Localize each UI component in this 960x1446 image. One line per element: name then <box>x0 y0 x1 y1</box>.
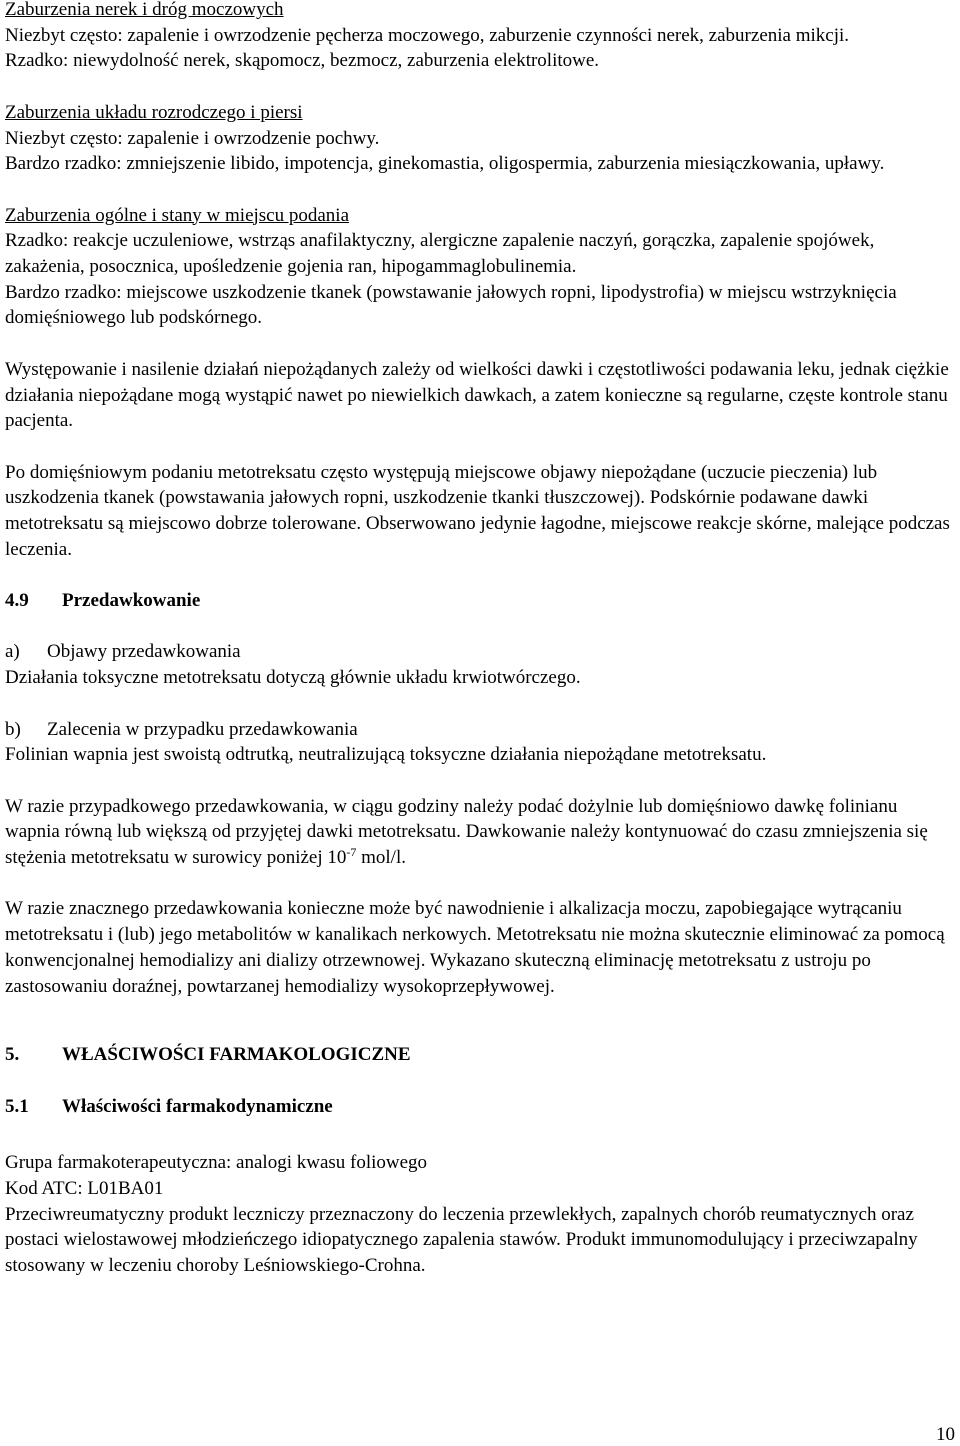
section-5-1-title: Właściwości farmakodynamiczne <box>62 1095 333 1117</box>
section-4-9-heading <box>5 588 955 614</box>
atc-code: Kod ATC: L01BA01 <box>5 1178 164 1200</box>
general-heading: Zaburzenia ogólne i stany w miejscu podania <box>5 204 350 226</box>
folinate-text: W razie przypadkowego przedawkowania, w ciągu godziny należy podać dożylnie lub domięśniowo dawkę folinianu wapnia równą lub większą od przyjętej dawki metotreksatu. Dawkowanie należy kontynuować do czasu zmniejszenia się stężenia metotreksatu w surowicy poniżej 10 <box>5 795 928 869</box>
pharmacotherapeutic-group: Grupa farmakoterapeutyczna: analogi kwasu foliowego <box>5 1152 428 1174</box>
reproductive-heading: Zaburzenia układu rozrodczego i piersi <box>5 101 303 123</box>
overdose-b-heading <box>5 717 955 743</box>
section-5-title: WŁAŚCIWOŚCI FARMAKOLOGICZNE <box>62 1044 411 1066</box>
overdose-b-label: b) <box>5 718 21 740</box>
im-paragraph: Po domięśniowym podaniu metotreksatu często występują miejscowe objawy niepożądane (uczucie pieczenia) lub uszkodzenia tkanek (powstawania jałowych ropni, uszkodzenie tkanki tłuszczowej). Podskórnie podawane dawki metotreksatu są miejscowo dobrze tolerowane. Obserwowano jedynie łagodne, miejscowe reakcje skórne, malejące podczas leczenia. <box>5 461 950 560</box>
document-page <box>5 0 955 1279</box>
section-5-1-number: 5.1 <box>5 1095 29 1117</box>
reproductive-very-rare: Bardzo rzadko: zmniejszenie libido, impotencja, ginekomastia, oligospermia, zaburzenia miesiączkowania, upławy. <box>5 153 885 175</box>
overdose-a-heading <box>5 639 955 665</box>
kidney-rare: Rzadko: niewydolność nerek, skąpomocz, bezmocz, zaburzenia elektrolitowe. <box>5 50 600 72</box>
overdose-a-text: Działania toksyczne metotreksatu dotyczą głównie układu krwiotwórczego. <box>5 667 581 689</box>
folinate-exponent: -7 <box>346 845 357 860</box>
overdose-b-text: Folinian wapnia jest swoistą odtrutką, neutralizującą toksyczne działania niepożądane metotreksatu. <box>5 744 767 766</box>
section-4-9-title: Przedawkowanie <box>62 590 201 612</box>
overdose-a-label: a) <box>5 641 20 663</box>
reproductive-uncommon: Niezbyt często: zapalenie i owrzodzenie pochwy. <box>5 127 380 149</box>
general-very-rare: Bardzo rzadko: miejscowe uszkodzenie tkanek (powstawanie jałowych ropni, lipodystrofia) w miejscu wstrzyknięcia domięśniowego lub podskórnego. <box>5 281 897 329</box>
kidney-uncommon: Niezbyt często: zapalenie i owrzodzenie pęcherza moczowego, zaburzenie czynności nerek, zaburzenia mikcji. <box>5 24 850 46</box>
section-4-9-number: 4.9 <box>5 590 29 612</box>
section-5-1-heading <box>5 1094 955 1120</box>
section-5-heading <box>5 1042 955 1068</box>
kidney-heading: Zaburzenia nerek i dróg moczowych <box>5 0 284 20</box>
page-number: 10 <box>936 1424 955 1445</box>
overdose-b-title: Zalecenia w przypadku przedawkowania <box>47 718 358 740</box>
hydration-paragraph: W razie znacznego przedawkowania konieczne może być nawodnienie i alkalizacja moczu, zapobiegające wytrącaniu metotreksatu i (lub) jego metabolitów w kanalikach nerkowych. Metotreksatu nie można skutecznie eliminować za pomocą konwencjonalnej hemodializy ani dializy otrzewnowej. Wykazano skuteczną eliminację metotreksatu z ustroju po zastosowaniu doraźnej, powtarzanej hemodializy wysokoprzepływowej. <box>5 898 945 997</box>
general-rare: Rzadko: reakcje uczuleniowe, wstrząs anafilaktyczny, alergiczne zapalenie naczyń, gorączka, zapalenie spojówek, zakażenia, posocznica, upośledzenie gojenia ran, hipogammaglobulinemia. <box>5 230 875 277</box>
occurrence-paragraph: Występowanie i nasilenie działań niepożądanych zależy od wielkości dawki i częstotliwości podawania leku, jednak ciężkie działania niepożądane mogą wystąpić nawet po niewielkich dawkach, a zatem konieczne są regularne, częste kontrole stanu pacjenta. <box>5 358 949 432</box>
section-5-number: 5. <box>5 1044 20 1066</box>
pharmacodynamic-description: Przeciwreumatyczny produkt leczniczy przeznaczony do leczenia przewlekłych, zapalnych chorób reumatycznych oraz postaci wielostawowej młodzieńczego idiopatycznego zapalenia stawów. Produkt immunomodulujący i przeciwzapalny stosowany w leczeniu choroby Leśniowskiego-Crohna. <box>5 1203 918 1277</box>
overdose-a-title: Objawy przedawkowania <box>47 641 241 663</box>
folinate-paragraph <box>5 794 955 871</box>
folinate-unit: mol/l. <box>356 847 406 869</box>
